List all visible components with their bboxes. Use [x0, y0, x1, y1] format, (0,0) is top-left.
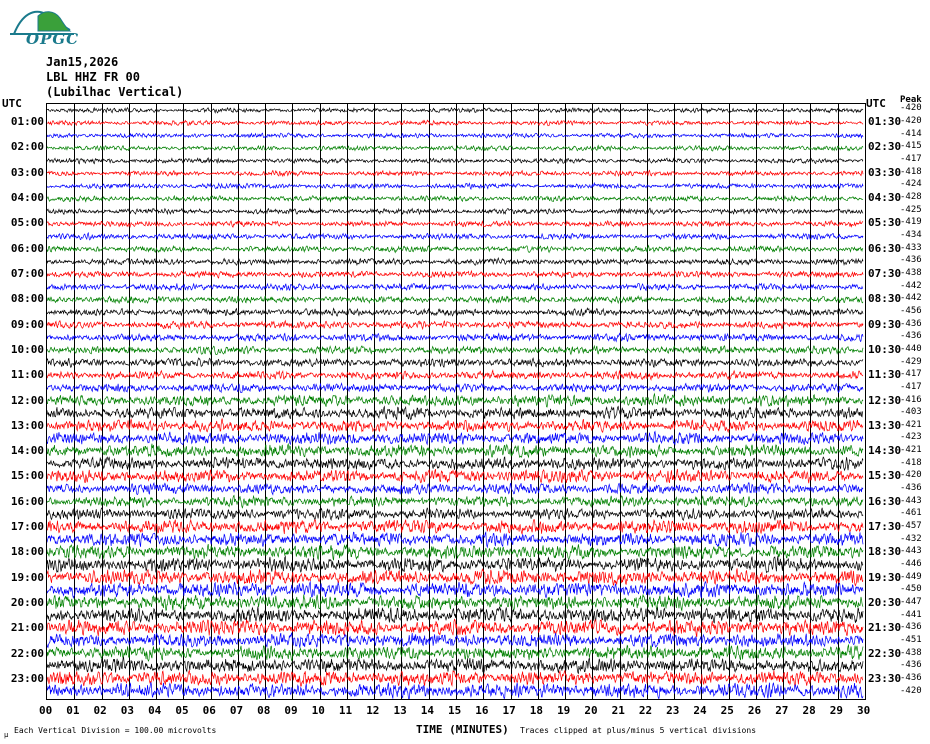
x-tick-label: 27: [775, 704, 789, 717]
peak-value: -420: [900, 103, 922, 114]
time-tick-left: 05:00: [10, 216, 44, 230]
trace-line: [47, 158, 863, 164]
trace-line: [47, 619, 863, 637]
header-location: (Lubilhac Vertical): [46, 85, 184, 99]
time-tick-left: 08:00: [10, 292, 44, 306]
x-tick-label: 17: [502, 704, 516, 717]
time-tick-left: 03:00: [10, 165, 44, 179]
trace-line: [47, 582, 863, 598]
peak-value: -442: [900, 293, 922, 304]
time-tick-left: 06:00: [10, 241, 44, 255]
peak-value: -457: [900, 521, 922, 532]
trace-line: [47, 457, 863, 470]
time-tick-right: 20:30: [868, 596, 902, 610]
peak-value: -440: [900, 343, 922, 354]
opgc-logo-text: OPGC: [26, 30, 80, 48]
trace-line: [47, 258, 863, 265]
trace-line: [47, 208, 863, 214]
time-tick-left: 15:00: [10, 469, 44, 483]
x-tick-label: 03: [120, 704, 135, 717]
trace-line: [47, 432, 863, 445]
time-tick-right: 19:30: [868, 570, 902, 584]
trace-line: [47, 271, 863, 278]
utc-label-left: UTC: [2, 97, 22, 110]
peak-value: -415: [900, 141, 922, 152]
peak-value: -403: [900, 407, 922, 418]
time-tick-left: 20:00: [10, 596, 44, 610]
trace-line: [47, 233, 863, 240]
trace-line: [47, 495, 863, 507]
time-tick-left: 11:00: [10, 368, 44, 382]
trace-line: [47, 670, 863, 686]
x-axis-ticks: [0, 704, 930, 718]
peak-value: -425: [900, 204, 922, 215]
time-tick-right: 08:30: [868, 292, 902, 306]
time-tick-right: 01:30: [868, 114, 902, 128]
time-tick-left: 09:00: [10, 317, 44, 331]
peak-value: -443: [900, 495, 922, 506]
peak-value: -443: [900, 546, 922, 557]
peak-value: -433: [900, 242, 922, 253]
trace-line: [47, 406, 863, 419]
x-tick-label: 25: [720, 704, 734, 717]
header-station: LBL HHZ FR 00: [46, 70, 140, 84]
x-tick-label: 10: [311, 704, 325, 717]
x-tick-label: 04: [148, 704, 162, 717]
peak-value: -417: [900, 381, 922, 392]
peak-value: -423: [900, 432, 922, 443]
trace-line: [47, 133, 863, 138]
x-tick-label: 01: [66, 704, 80, 717]
peak-value: -436: [900, 255, 922, 266]
peak-value: -421: [900, 445, 922, 456]
peak-value: -449: [900, 571, 922, 582]
x-tick-label: 23: [666, 704, 680, 717]
trace-line: [47, 183, 863, 189]
time-tick-right: 13:30: [868, 418, 902, 432]
trace-line: [47, 444, 863, 458]
x-tick-label: 05: [175, 704, 189, 717]
peak-value: -442: [900, 280, 922, 291]
x-tick-label: 30: [857, 704, 871, 717]
peak-value: -429: [900, 356, 922, 367]
trace-line: [47, 221, 863, 227]
x-tick-label: 15: [448, 704, 462, 717]
peak-value: -416: [900, 394, 922, 405]
peak-value: -436: [900, 673, 922, 683]
x-tick-label: 22: [638, 704, 653, 717]
time-tick-left: 02:00: [10, 140, 44, 154]
trace-line: [47, 645, 863, 661]
trace-line: [47, 170, 863, 176]
peak-value: -428: [900, 191, 922, 202]
trace-line: [47, 283, 863, 290]
chart-footer: [0, 723, 930, 744]
time-tick-left: 19:00: [10, 570, 44, 584]
time-tick-right: 14:30: [868, 444, 902, 458]
trace-line: [47, 508, 863, 520]
x-tick-label: 02: [93, 704, 107, 717]
micro-symbol: µ: [4, 731, 9, 739]
opgc-logo: [8, 4, 108, 50]
x-tick-label: 07: [229, 704, 244, 717]
peak-value: -421: [900, 419, 922, 430]
time-tick-left: 04:00: [10, 190, 44, 204]
peak-value: -432: [900, 533, 922, 544]
time-tick-right: 11:30: [868, 368, 902, 382]
peak-value: -450: [900, 584, 922, 595]
utc-label-right: UTC: [866, 97, 886, 110]
peak-value: -438: [900, 267, 922, 278]
peak-value: -447: [900, 597, 922, 608]
time-tick-right: 23:30: [868, 672, 902, 685]
peak-column-header: Peak: [900, 95, 922, 105]
time-tick-left: 18:00: [10, 545, 44, 559]
trace-line: [47, 532, 863, 547]
trace-line: [47, 346, 863, 355]
time-tick-right: 07:30: [868, 266, 902, 280]
time-tick-right: 03:30: [868, 165, 902, 179]
time-tick-right: 22:30: [868, 646, 902, 660]
trace-line: [47, 556, 863, 573]
peak-value: -434: [900, 229, 922, 240]
trace-line: [47, 383, 863, 392]
trace-line: [47, 246, 863, 253]
trace-line: [47, 544, 863, 560]
x-tick-label: 21: [611, 704, 625, 717]
x-tick-label: 16: [475, 704, 489, 717]
time-tick-right: 06:30: [868, 241, 902, 255]
time-tick-left: 10:00: [10, 342, 44, 356]
peak-value: -436: [900, 331, 922, 342]
peak-value: -461: [900, 508, 922, 519]
time-tick-right: 15:30: [868, 469, 902, 483]
time-tick-left: 21:00: [10, 621, 44, 635]
time-tick-left: 22:00: [10, 646, 44, 660]
trace-line: [47, 418, 863, 432]
trace-line: [47, 594, 863, 610]
x-tick-label: 08: [257, 704, 271, 717]
peak-value: -414: [900, 128, 922, 139]
time-tick-left: 01:00: [10, 114, 44, 128]
x-tick-label: 11: [338, 704, 353, 717]
time-tick-right: 12:30: [868, 393, 902, 407]
x-tick-label: 29: [829, 704, 843, 717]
peak-value: -456: [900, 305, 922, 316]
x-tick-label: 26: [747, 704, 762, 717]
trace-line: [47, 358, 863, 367]
time-tick-left: 17:00: [10, 520, 44, 534]
time-tick-left: 23:00: [10, 672, 44, 685]
trace-line: [47, 568, 863, 585]
trace-line: [47, 370, 863, 379]
time-tick-right: 17:30: [868, 520, 902, 534]
time-tick-left: 12:00: [10, 393, 44, 407]
peak-value: -436: [900, 483, 922, 494]
time-tick-right: 05:30: [868, 216, 902, 230]
header-date: Jan15,2026: [46, 55, 119, 69]
peak-value: -441: [900, 609, 922, 620]
trace-line: [47, 108, 863, 113]
x-axis-label: TIME (MINUTES): [416, 723, 509, 736]
peak-value: -436: [900, 318, 922, 329]
time-tick-right: 10:30: [868, 342, 902, 356]
trace-line: [47, 520, 863, 535]
x-tick-label: 06: [202, 704, 216, 717]
scale-note: Each Vertical Division = 100.00 microvolts: [14, 726, 217, 735]
peak-value: -424: [900, 179, 922, 190]
peak-value: -417: [900, 153, 922, 164]
x-tick-label: 09: [284, 704, 298, 717]
chart-header: [46, 55, 183, 100]
trace-line: [47, 145, 863, 151]
x-tick-label: 24: [693, 704, 707, 717]
x-tick-label: 19: [557, 704, 571, 717]
time-tick-right: 04:30: [868, 190, 902, 204]
trace-line: [47, 394, 863, 407]
x-tick-label: 18: [529, 704, 544, 717]
trace-line: [47, 333, 863, 341]
trace-line: [47, 483, 863, 495]
x-tick-label: 28: [802, 704, 816, 717]
time-tick-left: 14:00: [10, 444, 44, 458]
trace-line: [47, 120, 863, 126]
time-tick-right: 02:30: [868, 140, 902, 154]
time-tick-left: 16:00: [10, 494, 44, 508]
seismic-traces: [47, 104, 865, 699]
x-tick-label: 20: [584, 704, 598, 717]
x-tick-label: 13: [393, 704, 407, 717]
peak-value: -451: [900, 635, 922, 646]
trace-line: [47, 682, 863, 699]
time-tick-right: 21:30: [868, 621, 902, 635]
helicorder-plot: [46, 103, 866, 700]
x-tick-label: 14: [420, 704, 434, 717]
x-tick-label: 12: [366, 704, 380, 717]
time-tick-left: 07:00: [10, 266, 44, 280]
trace-line: [47, 196, 863, 202]
trace-line: [47, 469, 863, 483]
peak-value: -418: [900, 457, 922, 468]
clip-note: Traces clipped at plus/minus 5 vertical divisions: [520, 726, 757, 735]
x-tick-label: 00: [39, 704, 53, 717]
peak-value: -436: [900, 660, 922, 671]
peak-value: -420: [900, 470, 922, 481]
trace-line: [47, 296, 863, 303]
peak-value: -417: [900, 369, 922, 380]
time-tick-left: 13:00: [10, 418, 44, 432]
peak-value: -420: [900, 115, 922, 126]
time-tick-right: 18:30: [868, 545, 902, 559]
peak-value: -446: [900, 559, 922, 570]
peak-value: -418: [900, 166, 922, 177]
trace-line: [47, 633, 863, 648]
trace-line: [47, 321, 863, 329]
peak-value: -419: [900, 217, 922, 228]
time-tick-right: 16:30: [868, 494, 902, 508]
peak-value: -436: [900, 622, 922, 633]
time-tick-right: 09:30: [868, 317, 902, 331]
trace-line: [47, 308, 863, 316]
peak-value: -438: [900, 647, 922, 658]
peak-value: -420: [900, 685, 922, 696]
